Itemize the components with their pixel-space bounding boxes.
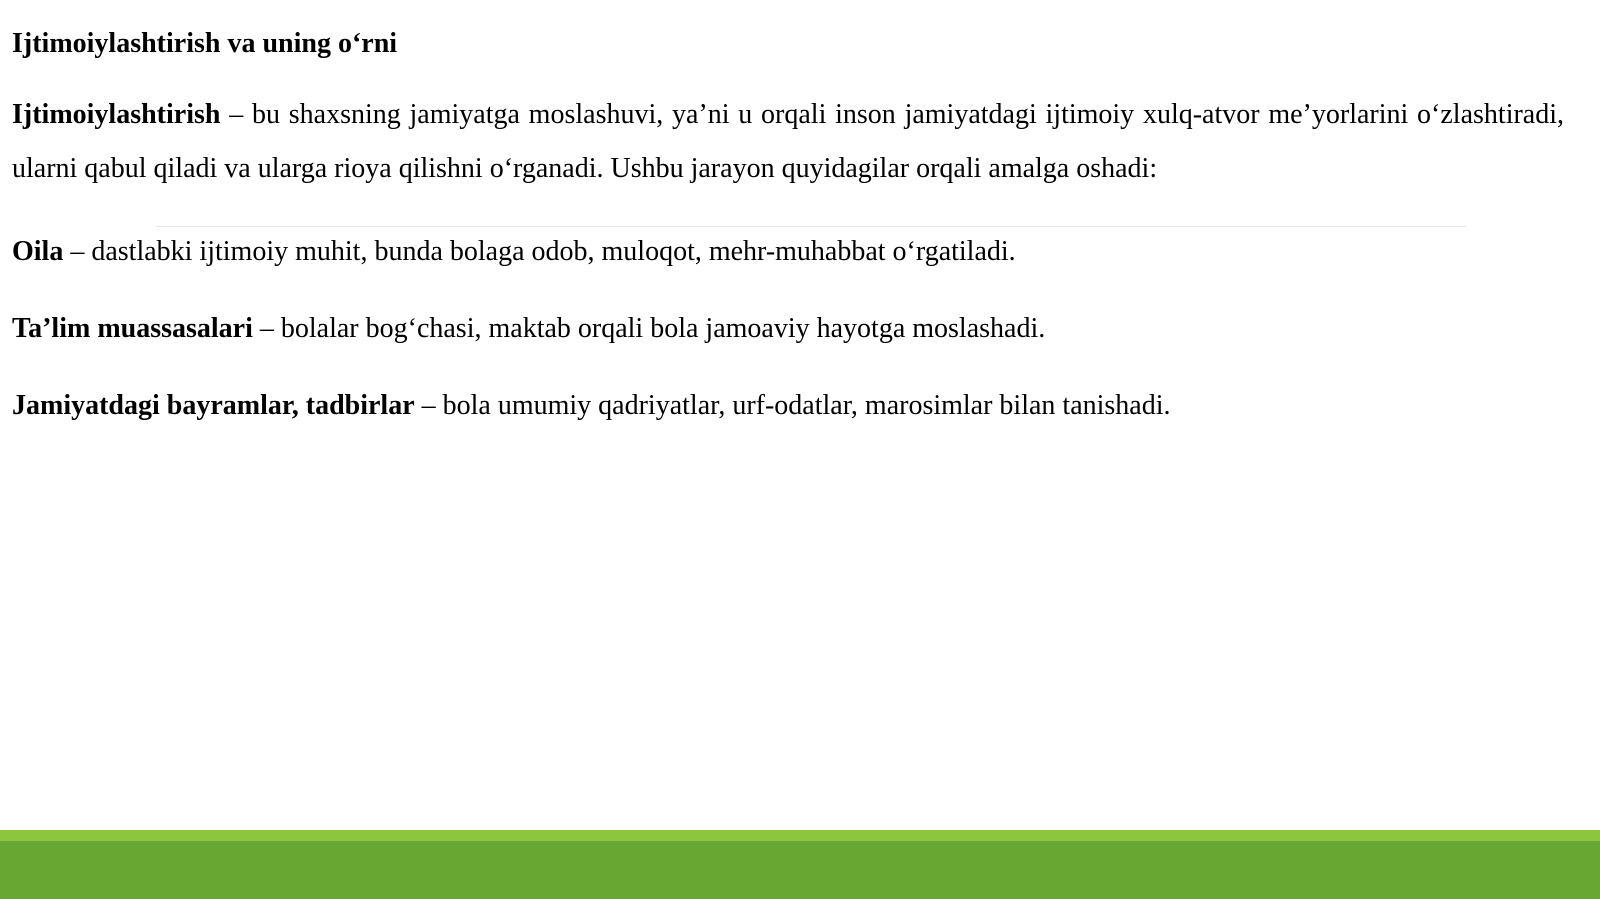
item-list (12, 230, 1564, 461)
item-term: Ta’lim muassasalari (12, 313, 253, 344)
list-item-family (12, 230, 1564, 274)
list-item-events (12, 384, 1564, 428)
divider (156, 226, 1466, 227)
item-text: – bola umumiy qadriyatlar, urf-odatlar, marosimlar bilan tanishadi. (414, 390, 1171, 421)
item-term: Jamiyatdagi bayramlar, tadbirlar (12, 390, 415, 421)
list-item-education (12, 307, 1564, 351)
intro-definition: – bu shaxsning jamiyatga moslashuvi, ya’ni u orqali inson jamiyatdagi ijtimoiy xulq-atvor me’yorlarini o‘zlashtiradi, ularni qabul qiladi va ularga rioya qilishni o‘rganadi. Ushbu jarayon quyidagilar orqali amalga oshadi: (12, 99, 1564, 184)
item-text: – dastlabki ijtimoiy muhit, bunda bolaga odob, muloqot, mehr-muhabbat o‘rgatiladi. (63, 236, 1016, 267)
slide-content (12, 22, 1564, 196)
footer-bar (0, 830, 1600, 899)
item-term: Oila (12, 236, 64, 267)
item-text: – bolalar bog‘chasi, maktab orqali bola jamoaviy hayotga moslashadi. (252, 313, 1046, 344)
slide-title: Ijtimoiylashtirish va uning o‘rni (12, 28, 398, 59)
intro-paragraph (12, 88, 1564, 196)
footer-highlight-stripe (0, 830, 1600, 841)
intro-term: Ijtimoiylashtirish (12, 99, 221, 130)
